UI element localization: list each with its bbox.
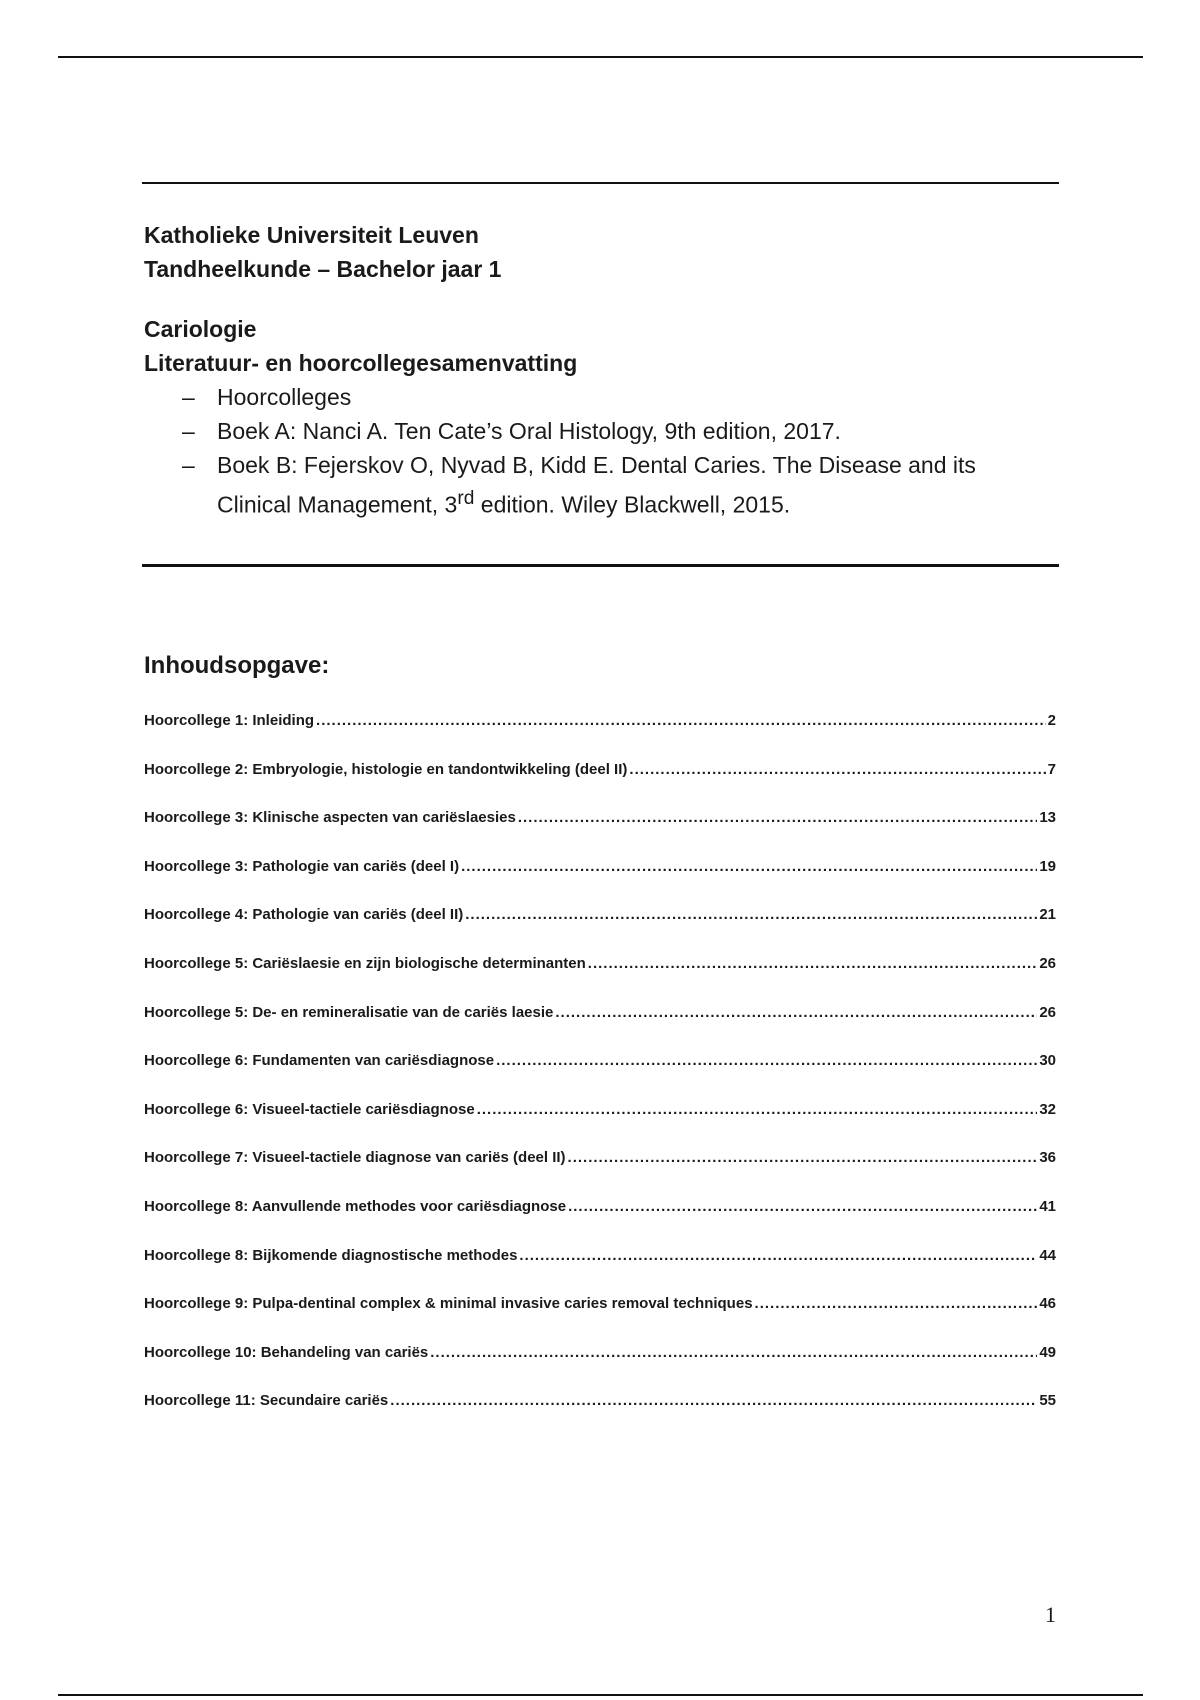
bottom-page-rule: [58, 1694, 1143, 1696]
toc-dot-leader: [430, 1344, 1037, 1361]
toc-entry-title: Hoorcollege 7: Visueel-tactiele diagnose van cariës (deel II): [144, 1149, 566, 1167]
toc-dot-leader: [588, 955, 1038, 972]
toc-entry[interactable]: [144, 1392, 1056, 1441]
source-item: [144, 414, 1044, 448]
toc-entry[interactable]: [144, 1052, 1056, 1101]
header-top-rule: [142, 182, 1059, 184]
source-item: [144, 380, 1044, 414]
toc-dot-leader: [477, 1101, 1038, 1118]
course-title: Cariologie: [144, 316, 257, 342]
toc-dot-leader: [555, 1004, 1037, 1021]
header-bottom-rule: [142, 564, 1059, 567]
toc-dot-leader: [568, 1198, 1037, 1215]
toc-entry-page: 13: [1039, 809, 1056, 827]
toc-entry-title: Hoorcollege 9: Pulpa-dentinal complex & minimal invasive caries removal techniques: [144, 1295, 753, 1313]
toc-entry-page: 36: [1039, 1149, 1056, 1167]
toc-title: Inhoudsopgave:: [144, 652, 330, 679]
program-name: Tandheelkunde – Bachelor jaar 1: [144, 256, 502, 282]
toc-entry-page: 46: [1039, 1295, 1056, 1313]
toc-dot-leader: [568, 1149, 1038, 1166]
toc-entry-page: 26: [1039, 1003, 1056, 1021]
page-number: 1: [1045, 1602, 1056, 1627]
toc-dot-leader: [755, 1295, 1038, 1312]
toc-entry-title: Hoorcollege 10: Behandeling van cariës: [144, 1343, 429, 1361]
top-page-rule: [58, 56, 1143, 58]
dash-bullet: –: [182, 384, 195, 410]
toc-entry[interactable]: [144, 1149, 1056, 1198]
toc-entry-page: 32: [1039, 1100, 1056, 1118]
toc-entry[interactable]: [144, 858, 1056, 907]
toc-entry[interactable]: [144, 1004, 1056, 1053]
toc-entry[interactable]: [144, 1198, 1056, 1247]
toc-entry-title: Hoorcollege 2: Embryologie, histologie en tandontwikkeling (deel II): [144, 760, 628, 778]
toc-entry[interactable]: [144, 809, 1056, 858]
toc-entry-title: Hoorcollege 5: Cariëslaesie en zijn biologische determinanten: [144, 954, 586, 972]
toc-entry[interactable]: [144, 1344, 1056, 1393]
source-text: Boek B: Fejerskov O, Nyvad B, Kidd E. Dental Caries. The Disease and its Clinical Management, 3: [217, 452, 976, 518]
title-block: [144, 218, 1044, 522]
source-text: Boek A: Nanci A. Ten Cate’s Oral Histology, 9th edition, 2017.: [217, 418, 841, 444]
dash-bullet: –: [182, 418, 195, 444]
toc-dot-leader: [465, 906, 1037, 923]
toc-entry-title: Hoorcollege 3: Klinische aspecten van cariëslaesies: [144, 809, 516, 827]
toc-entry-title: Hoorcollege 3: Pathologie van cariës (deel I): [144, 857, 460, 875]
toc-entry[interactable]: [144, 1295, 1056, 1344]
toc-entry-page: 26: [1039, 954, 1056, 972]
toc-entry-title: Hoorcollege 4: Pathologie van cariës (deel II): [144, 906, 464, 924]
toc-entry-page: 44: [1039, 1246, 1056, 1264]
toc-dot-leader: [519, 1247, 1037, 1264]
toc-dot-leader: [518, 809, 1037, 826]
toc-entry-title: Hoorcollege 6: Fundamenten van cariësdiagnose: [144, 1052, 495, 1070]
toc-entry-title: Hoorcollege 6: Visueel-tactiele cariësdiagnose: [144, 1100, 475, 1118]
source-text-continued: edition. Wiley Blackwell, 2015.: [474, 491, 791, 518]
source-item: [144, 448, 1044, 522]
spacer: [144, 286, 1044, 312]
toc-entry-page: 2: [1047, 712, 1056, 729]
toc-entry-page: 55: [1039, 1392, 1056, 1410]
source-list: [144, 380, 1044, 522]
toc-entry-page: 19: [1039, 857, 1056, 875]
toc-entry[interactable]: [144, 1101, 1056, 1150]
toc-entry-page: 30: [1039, 1052, 1056, 1070]
toc-entry-title: Hoorcollege 11: Secundaire cariës: [144, 1392, 389, 1410]
toc-entry-page: 41: [1039, 1197, 1056, 1215]
toc-entry-page: 21: [1039, 906, 1056, 924]
toc-entry[interactable]: [144, 906, 1056, 955]
source-text: Hoorcolleges: [217, 384, 352, 410]
table-of-contents: [144, 712, 1056, 1441]
superscript-ordinal: rd: [457, 488, 475, 509]
toc-entry[interactable]: [144, 955, 1056, 1004]
dash-bullet: –: [182, 452, 195, 478]
toc-entry[interactable]: [144, 761, 1056, 810]
toc-entry-page: 49: [1039, 1343, 1056, 1361]
toc-entry-page: 7: [1047, 760, 1056, 778]
toc-entry[interactable]: [144, 1247, 1056, 1296]
toc-entry-title: Hoorcollege 8: Bijkomende diagnostische methodes: [144, 1246, 518, 1264]
toc-dot-leader: [390, 1392, 1037, 1409]
toc-dot-leader: [316, 712, 1046, 729]
toc-entry-title: Hoorcollege 1: Inleiding: [144, 712, 315, 729]
university-name: Katholieke Universiteit Leuven: [144, 222, 479, 248]
toc-entry[interactable]: [144, 712, 1056, 761]
toc-dot-leader: [629, 761, 1045, 778]
toc-entry-title: Hoorcollege 5: De- en remineralisatie van de cariës laesie: [144, 1003, 554, 1021]
toc-dot-leader: [496, 1052, 1037, 1069]
course-subtitle: Literatuur- en hoorcollegesamenvatting: [144, 350, 578, 376]
toc-entry-title: Hoorcollege 8: Aanvullende methodes voor cariësdiagnose: [144, 1197, 567, 1215]
toc-dot-leader: [461, 858, 1037, 875]
